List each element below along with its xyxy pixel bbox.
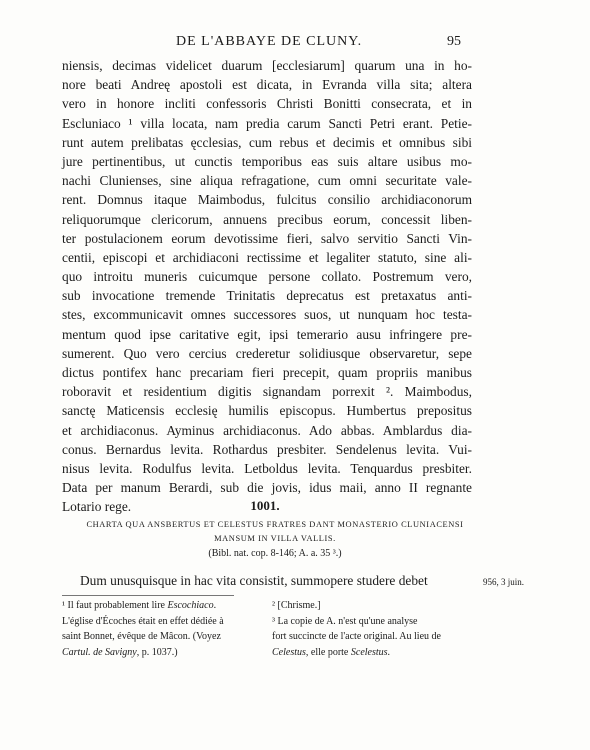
- body-line: niensis, decimas videlicet duarum [ecclesiarum] quarum una in ho-: [62, 58, 472, 73]
- footnote-line: [272, 645, 472, 661]
- body-line: centii, episcopi et archidiaconi rectissime et legaliter statuto, sine ali-: [62, 249, 472, 265]
- footnote-text: ³ La copie de A. n'est qu'une analyse: [272, 615, 418, 627]
- charter-number: 1001.: [250, 498, 280, 513]
- footnotes-right: [272, 598, 472, 660]
- body-line: reliquorumque clericorum, annuens precibus eorum, concessit liben-: [62, 211, 472, 227]
- body-line: jure pertinentibus, ut cunctis temporibus eas suis altare usibus mo-: [62, 153, 472, 169]
- footnote-line: [62, 598, 254, 614]
- footnotes-left: [62, 598, 254, 660]
- body-line: rent. Domnus itaque Maimbodus, fulcitus consilio archidiaconorum: [62, 192, 472, 208]
- footnote-rule: [62, 595, 234, 596]
- footnote-text: fort succincte de l'acte original. Au lieu de: [272, 631, 441, 643]
- page-number: 95: [447, 34, 461, 49]
- footnote-italic-text: Cartul. de Savigny: [62, 646, 137, 658]
- charter-title: [80, 518, 470, 546]
- margin-date: 956, 3 juin.: [483, 577, 525, 587]
- footnote-text: .: [387, 646, 391, 658]
- body-line: quo introitu muneris cuicumque persone collato. Postremum vero,: [62, 269, 472, 285]
- body-line: et archidiaconus. Ayminus archidiaconus. Ado abbas. Amblardus dia-: [62, 422, 472, 438]
- charter-source: (Bibl. nat. cop. 8-146; A. a. 35 ³.): [208, 548, 342, 559]
- body-line: Escluniaco ¹ villa locata, nam predia carum Sancti Petri erant. Petie-: [62, 115, 472, 131]
- body-line: ter postulacionem eorum devotissime fieri, salvo servitio Sancti Vin-: [62, 230, 472, 246]
- footnote-line: [272, 614, 472, 630]
- footnote-text: ¹ Il faut probablement lire: [62, 600, 168, 611]
- body-line: nachi Clunienses, sine aliqua refragatione, cum omni securitate vale-: [62, 173, 472, 189]
- body-line: sumerent. Quo vero cercius crederetur solidiusque observaretur, sepe: [62, 345, 472, 361]
- footnote-text: , p. 1037.): [136, 646, 178, 658]
- body-line: sanctę Maticensis ecclesię humilis episcopus. Humbertus prepositus: [62, 403, 472, 419]
- footnote-text: ² [Chrisme.]: [272, 600, 321, 611]
- charter-title-line: CHARTA QUA ANSBERTUS ET CELESTUS FRATRES DANT MONASTERIO CLUNIACENSI: [86, 520, 464, 529]
- body-line: roboravit et residentium digitis signandam porrexit ². Maimbodus,: [62, 384, 472, 400]
- body-line: nore beati Andreę apostoli est dicata, in Evranda villa sita; altera: [62, 77, 472, 93]
- body-line: vero in honore incliti confessoris Christi Bonitti consecrata, et in: [62, 96, 472, 112]
- body-line: nisus levita. Rodulfus levita. Letboldus levita. Tenquardus presbiter.: [62, 460, 472, 476]
- body-line: stes, excommunicavit omnes successores suos, ut nunquam hoc testa-: [62, 307, 472, 323]
- body-line: dictus pontifex hanc precariam fieri precepit, quam propriis manibus: [62, 365, 472, 380]
- body-text: [62, 56, 472, 517]
- footnote-line: [272, 629, 472, 645]
- footnote-text: .: [213, 600, 217, 611]
- footnote-text: L'église d'Écoches était en effet dédiée à: [62, 615, 224, 627]
- footnote-italic-text: Scelestus: [350, 646, 388, 658]
- footnote-line: [62, 629, 254, 645]
- footnote-text: saint Bonnet, évêque de Mâcon. (Voyez: [62, 631, 221, 643]
- charter-opening-line: Dum unusquisque in hac vita consistit, summopere studere debet: [80, 573, 428, 588]
- body-line: mentum quod ipse caritative egit, ipsi temerario ausu infringere pre-: [62, 326, 472, 342]
- running-title: DE L'ABBAYE DE CLUNY.: [176, 34, 363, 49]
- body-line: runt autem prelibatas ęcclesias, cum rebus et decimis et omnibus sibi: [62, 134, 472, 150]
- body-line: Data per manum Berardi, sub die jovis, idus maii, anno II regnante: [62, 480, 472, 496]
- body-line: conus. Bernardus levita. Rothardus presbiter. Sendelenus levita. Vui-: [62, 441, 472, 457]
- body-line: Lotario rege.: [62, 499, 132, 515]
- footnote-text: , elle porte: [305, 646, 351, 658]
- footnote-line: [62, 614, 254, 630]
- footnote-line: [272, 598, 472, 614]
- footnote-italic-text: Escochiaco: [167, 600, 214, 611]
- charter-title-line: MANSUM IN VILLA VALLIS.: [214, 534, 336, 543]
- footnote-italic-text: Celestus: [272, 646, 306, 658]
- footnote-line: [62, 645, 254, 661]
- body-line: sub invocatione tremende Trinitatis deprecatus est pretaxatus anti-: [62, 288, 472, 304]
